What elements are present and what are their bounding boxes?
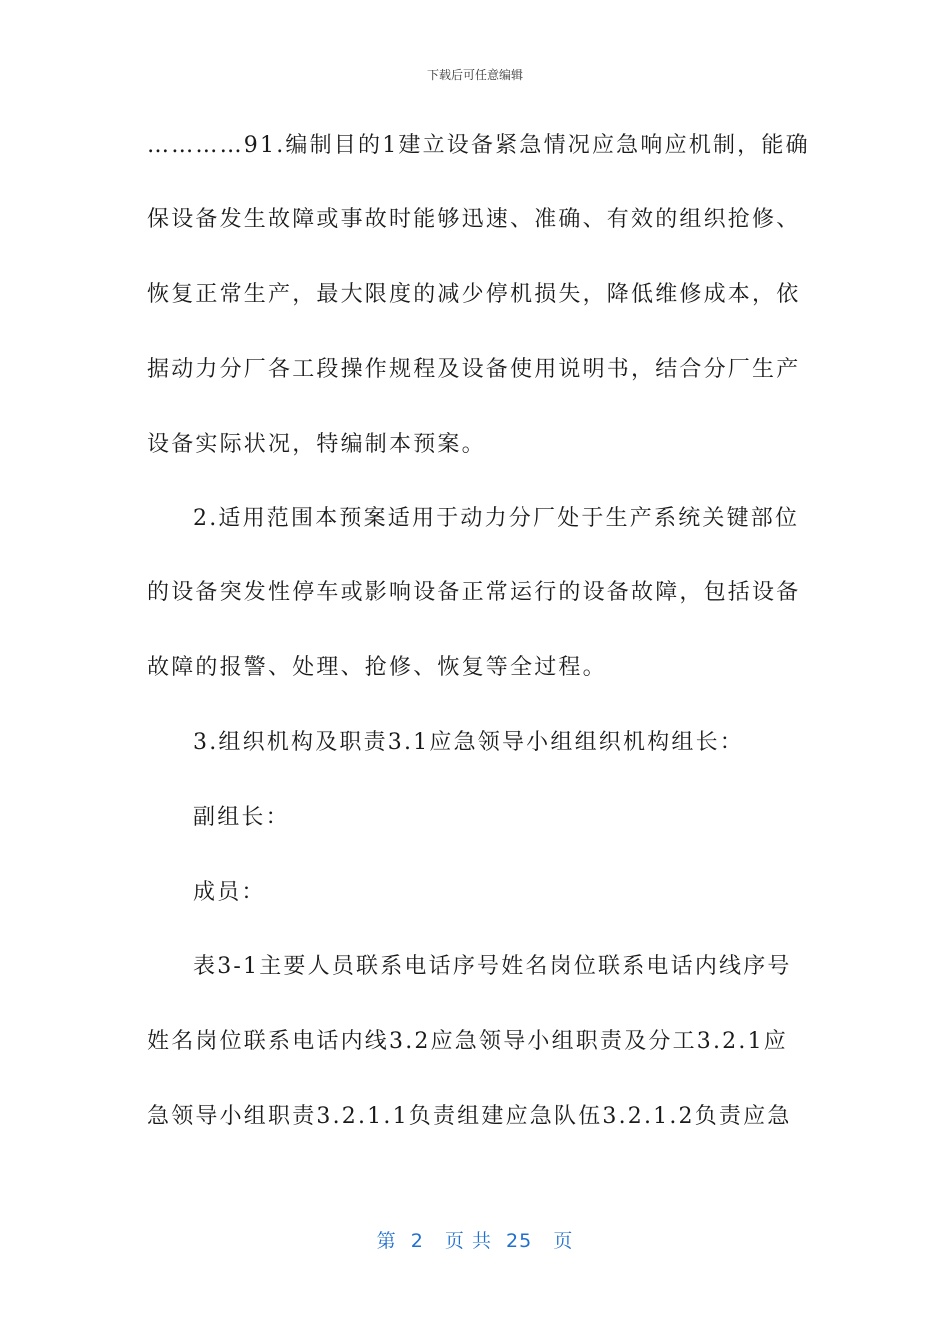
body-line: 故障的报警、处理、抢修、恢复等全过程。 xyxy=(147,655,607,680)
body-line: 2.适用范围本预案适用于动力分厂处于生产系统关键部位 xyxy=(193,506,800,531)
body-line: 副组长： xyxy=(193,805,290,830)
body-line: 姓名岗位联系电话内线3.2应急领导小组职责及分工3.2.1应 xyxy=(147,1029,788,1054)
body-line: 急领导小组职责3.2.1.1负责组建应急队伍3.2.1.2负责应急 xyxy=(147,1104,792,1129)
body-line: …………91.编制目的1建立设备紧急情况应急响应机制，能确 xyxy=(147,133,810,158)
body-line: 设备实际状况，特编制本预案。 xyxy=(147,432,486,457)
body-line: 据动力分厂各工段操作规程及设备使用说明书，结合分厂生产 xyxy=(147,357,801,382)
body-line: 3.组织机构及职责3.1应急领导小组组织机构组长： xyxy=(193,730,744,755)
page-footer: 第 2 页 共 25 页 xyxy=(376,1230,574,1252)
body-line: 的设备突发性停车或影响设备正常运行的设备故障，包括设备 xyxy=(147,580,801,605)
body-line: 表3-1主要人员联系电话序号姓名岗位联系电话内线序号 xyxy=(193,954,792,979)
body-line: 成员： xyxy=(193,880,266,905)
body-line: 恢复正常生产，最大限度的减少停机损失，降低维修成本，依 xyxy=(147,282,801,307)
page-header: 下载后可任意编辑 xyxy=(426,68,523,82)
body-line: 保设备发生故障或事故时能够迅速、准确、有效的组织抢修、 xyxy=(147,207,801,232)
